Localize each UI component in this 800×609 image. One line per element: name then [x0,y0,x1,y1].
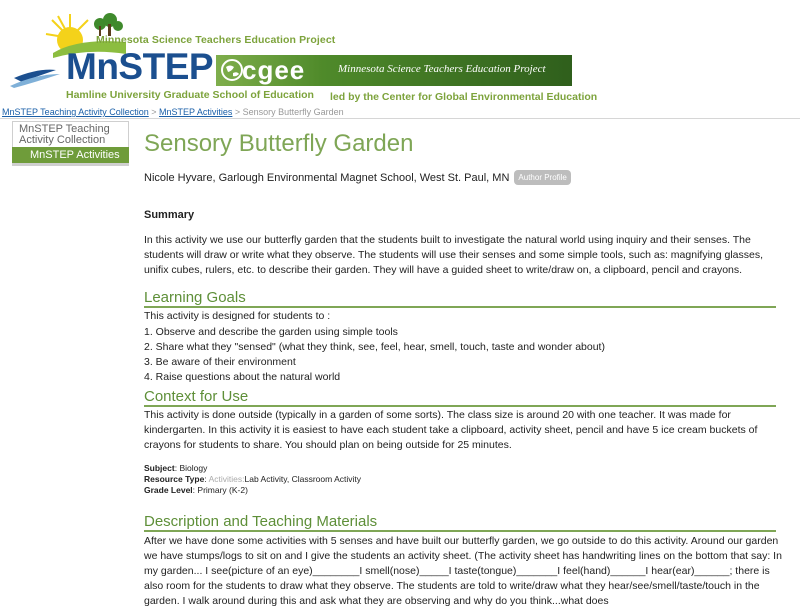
header-led-by: led by the Center for Global Environmental Education [330,91,598,103]
cgee-logo-text: cgee [242,55,306,85]
breadcrumb-current: Sensory Butterfly Garden [242,107,344,117]
sidebar-item-activities[interactable]: MnSTEP Activities [12,147,129,166]
header-tagline-top: Minnesota Science Teachers Education Project [96,34,336,46]
meta-grade: Grade Level: Primary (K-2) [144,485,248,495]
context-heading: Context for Use [144,389,776,407]
globe-icon [220,58,244,82]
goals-intro: This activity is designed for students to : [144,310,331,322]
summary-heading: Summary [144,209,195,221]
page-title: Sensory Butterfly Garden [144,130,414,157]
meta-subject-value: Biology [179,463,208,473]
breadcrumb-separator: > [148,107,160,117]
header-tagline-bottom: Hamline University Graduate School of Education [66,89,314,101]
meta-subject-label: Subject [144,463,175,473]
author-name: Nicole Hyvare, Garlough Environmental Magnet School, West St. Paul, MN [144,171,510,184]
list-item: 3. Be aware of their environment [144,356,296,368]
activity-metadata [144,463,784,496]
list-item: 2. Share what they "sensed" (what they think, see, feel, hear, smell, touch, taste and wonder about) [144,341,605,353]
cgee-banner[interactable] [216,55,572,86]
description-text: After we have done some activities with 5 senses and have built our butterfly garden, we go outside to do this activity. Around our garden we have stumps/logs to sit on and I give the students an activity sheet. (The activity sheet has handwriting lines on the bottom that say: In my garden... I see(picture of an eye)________I smell(nose)_____I taste(tongue)_______I feel(hand)______I hear(ear)______; there is also room for the students to draw what they observe. The students are told to write/draw what they hear/see/smell/taste/touch in the garden. I walk around during this and ask what they are observing and why do you think...what does [144,535,782,607]
meta-grade-value: Primary (K-2) [197,485,248,495]
learning-goals-heading: Learning Goals [144,290,776,308]
breadcrumb-link-activities[interactable]: MnSTEP Activities [159,107,233,117]
meta-resource-label: Resource Type [144,474,205,484]
meta-subject: Subject: Biology [144,463,208,473]
list-item: 1. Observe and describe the garden using simple tools [144,326,398,338]
breadcrumb-divider [0,118,800,119]
breadcrumb-link-collection[interactable]: MnSTEP Teaching Activity Collection [2,107,149,117]
brand-logo-text[interactable]: MnSTEP [66,46,214,87]
breadcrumb-separator: > [232,107,243,117]
summary-text: In this activity we use our butterfly garden that the students built to investigate the natural world using inquiry and their senses. The students will draw or write what they observe. The students will use their senses and some simple tools, such as: magnifying glasses, unifix cubes, rulers, etc. to describe their garden. They will have a guided sheet to write/draw on, a clipboard, pencil and crayons. [144,234,764,276]
meta-resource-prefix: Activities: [208,474,245,484]
meta-resource: Resource Type: Activities:Lab Activity, Classroom Activity [144,474,362,484]
sidebar [12,121,129,166]
author-line [144,170,784,185]
list-item: 4. Raise questions about the natural world [144,371,341,383]
sidebar-item-collection[interactable]: MnSTEP Teaching Activity Collection [12,121,129,147]
cgee-project-text: Minnesota Science Teachers Education Project [338,63,546,75]
goals-list [144,325,784,385]
site-header [0,0,800,106]
main-content [144,132,784,609]
description-heading: Description and Teaching Materials [144,514,776,532]
meta-resource-value: Lab Activity, Classroom Activity [244,474,362,484]
breadcrumb [2,107,344,117]
meta-grade-label: Grade Level [144,485,193,495]
author-profile-button[interactable]: Author Profile [514,170,570,185]
context-text: This activity is done outside (typically in a garden of some sorts). The class size is around 20 with one teacher. It was made for kindergarten. In this activity it is easiest to have each student take a clipboard, activity sheet, pencil and have 5 ice cream buckets of crayons for students to share. You should plan on being outside for 25 minutes. [144,409,758,451]
